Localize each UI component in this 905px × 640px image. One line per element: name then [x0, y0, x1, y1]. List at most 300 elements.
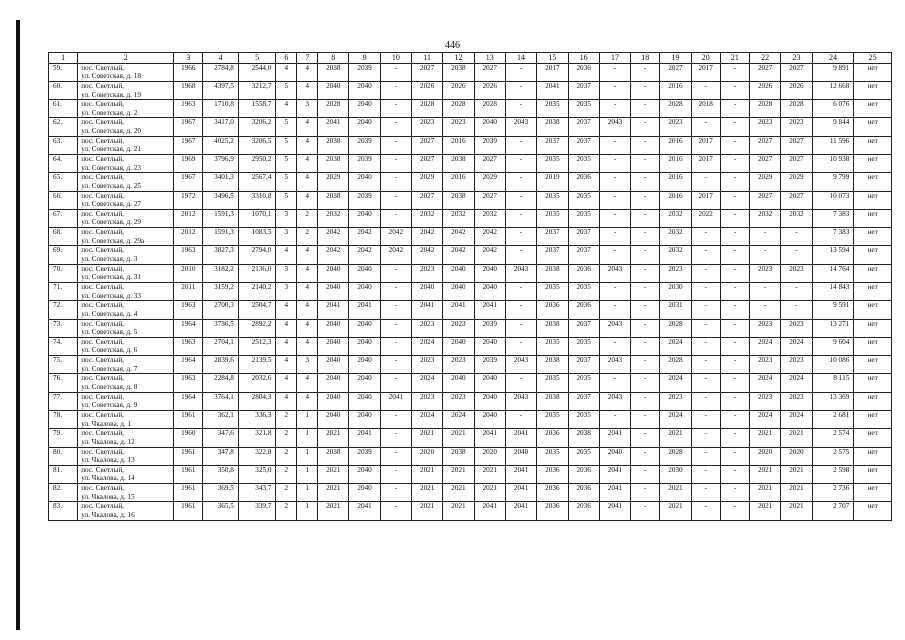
address-street: ул. Советская, д. 23 — [81, 163, 141, 172]
address-settlement: пос. Светлый, — [81, 81, 124, 90]
data-cell: нет — [854, 465, 892, 483]
data-cell: 2036 — [568, 502, 599, 520]
data-cell: 2794,0 — [238, 246, 276, 264]
data-cell: нет — [854, 484, 892, 502]
data-cell: - — [631, 319, 660, 337]
data-cell: 1 — [297, 502, 318, 520]
data-cell: 2023 — [443, 356, 474, 374]
data-cell: 2040 — [474, 392, 505, 410]
data-cell: 1083,5 — [238, 228, 276, 246]
data-cell: - — [599, 191, 630, 209]
data-cell: 2032 — [750, 209, 781, 227]
data-cell: 2027 — [750, 155, 781, 173]
address-street: ул. Советская, д. 25 — [81, 181, 141, 190]
data-cell: - — [691, 429, 720, 447]
data-cell: 1963 — [174, 246, 203, 264]
data-cell: - — [631, 264, 660, 282]
table-row — [49, 100, 892, 118]
data-cell: 2016 — [660, 191, 691, 209]
data-cell: 2040 — [443, 264, 474, 282]
data-cell: нет — [854, 209, 892, 227]
data-cell: 2039 — [474, 356, 505, 374]
data-cell: 2029 — [318, 173, 349, 191]
data-cell: 2030 — [660, 465, 691, 483]
data-cell: 11 596 — [812, 136, 854, 154]
address-settlement: пос. Светлый, — [81, 191, 124, 200]
data-cell: 2020 — [750, 447, 781, 465]
data-cell: нет — [854, 228, 892, 246]
column-number: 5 — [238, 53, 276, 64]
data-cell: - — [380, 155, 411, 173]
table-row — [49, 484, 892, 502]
data-cell: - — [750, 228, 781, 246]
data-cell: нет — [854, 136, 892, 154]
data-cell: 2021 — [750, 502, 781, 520]
data-cell: - — [599, 228, 630, 246]
data-cell: 1961 — [174, 502, 203, 520]
data-cell: 2020 — [781, 447, 812, 465]
row-number: 80. — [49, 447, 78, 465]
data-cell: 2035 — [568, 447, 599, 465]
address-settlement: пос. Светлый, — [81, 282, 124, 291]
data-cell: 2023 — [412, 118, 443, 136]
data-cell: 2035 — [537, 337, 568, 355]
data-cell: 14 764 — [812, 264, 854, 282]
data-cell: 2036 — [568, 301, 599, 319]
data-cell: 2284,8 — [203, 374, 238, 392]
data-cell: 2040 — [474, 264, 505, 282]
data-cell: 4 — [297, 136, 318, 154]
data-cell: 10 086 — [812, 356, 854, 374]
data-cell: 5 — [276, 191, 297, 209]
table-row — [49, 155, 892, 173]
data-cell: 2021 — [412, 484, 443, 502]
data-cell: 1963 — [174, 301, 203, 319]
data-cell: 2036 — [537, 429, 568, 447]
data-cell: 2021 — [781, 429, 812, 447]
data-cell: 4 — [297, 173, 318, 191]
data-cell: 2041 — [599, 429, 630, 447]
data-cell: 2027 — [412, 136, 443, 154]
data-cell: - — [720, 228, 749, 246]
data-cell: - — [631, 374, 660, 392]
data-cell: 1972 — [174, 191, 203, 209]
address-cell — [78, 246, 174, 264]
data-cell: - — [631, 118, 660, 136]
data-cell: 2041 — [474, 301, 505, 319]
data-cell: 2021 — [474, 484, 505, 502]
data-cell: 2 681 — [812, 410, 854, 428]
data-cell: 2040 — [349, 264, 380, 282]
data-cell: 2023 — [750, 264, 781, 282]
data-cell: 343,7 — [238, 484, 276, 502]
data-cell: 2035 — [537, 100, 568, 118]
data-cell: - — [720, 246, 749, 264]
row-number: 81. — [49, 465, 78, 483]
data-cell: 4 — [276, 246, 297, 264]
data-cell: 5 — [276, 155, 297, 173]
data-cell: 2040 — [474, 410, 505, 428]
column-number: 4 — [203, 53, 238, 64]
data-cell: 2021 — [660, 429, 691, 447]
data-cell: 2023 — [443, 118, 474, 136]
data-cell: 2038 — [443, 447, 474, 465]
data-cell: - — [380, 118, 411, 136]
address-settlement: пос. Светлый, — [81, 356, 124, 365]
column-number: 15 — [537, 53, 568, 64]
address-street: ул. Советская, д. 21 — [81, 145, 141, 154]
data-cell: 2 — [297, 228, 318, 246]
data-cell: 2038 — [443, 191, 474, 209]
data-cell: - — [720, 191, 749, 209]
data-cell: - — [380, 100, 411, 118]
data-cell: - — [599, 100, 630, 118]
data-cell: 2035 — [568, 337, 599, 355]
data-cell: 2012 — [174, 228, 203, 246]
data-cell: 2038 — [318, 136, 349, 154]
data-cell: нет — [854, 173, 892, 191]
column-number: 14 — [505, 53, 536, 64]
data-cell: 2037 — [568, 81, 599, 99]
data-cell: 1 — [297, 447, 318, 465]
table-row — [49, 118, 892, 136]
data-cell: 2024 — [412, 337, 443, 355]
data-cell: 2 — [276, 502, 297, 520]
data-cell: - — [720, 136, 749, 154]
data-cell: 2021 — [750, 484, 781, 502]
data-cell: 9 844 — [812, 118, 854, 136]
data-cell: - — [720, 100, 749, 118]
data-cell: - — [691, 484, 720, 502]
data-cell: - — [691, 173, 720, 191]
data-cell: 2035 — [568, 374, 599, 392]
data-cell: 2021 — [781, 484, 812, 502]
address-street: ул. Советская, д. 5 — [81, 328, 138, 337]
data-cell: 2039 — [474, 319, 505, 337]
data-cell: - — [505, 410, 536, 428]
data-cell: 2037 — [568, 118, 599, 136]
address-street: ул. Советская, д. 27 — [81, 200, 141, 209]
address-settlement: пос. Светлый, — [81, 319, 124, 328]
data-cell: 9 604 — [812, 337, 854, 355]
data-cell: - — [380, 81, 411, 99]
data-cell: 1961 — [174, 465, 203, 483]
address-settlement: пос. Светлый, — [81, 301, 124, 310]
data-cell: 2040 — [349, 374, 380, 392]
row-number: 60. — [49, 81, 78, 99]
address-settlement: пос. Светлый, — [81, 118, 124, 127]
data-cell: 2042 — [474, 246, 505, 264]
data-cell: 2027 — [781, 63, 812, 81]
data-cell: - — [380, 484, 411, 502]
data-cell: 2 — [297, 209, 318, 227]
data-cell: 2028 — [660, 356, 691, 374]
data-cell: 5 — [276, 173, 297, 191]
data-cell: 2700,3 — [203, 301, 238, 319]
data-cell: нет — [854, 502, 892, 520]
data-cell: 2036 — [568, 63, 599, 81]
data-cell: 2038 — [443, 155, 474, 173]
data-cell: 4 — [276, 319, 297, 337]
data-cell: 8 115 — [812, 374, 854, 392]
data-cell: - — [631, 429, 660, 447]
data-cell: - — [720, 429, 749, 447]
address-settlement: пос. Светлый, — [81, 429, 124, 438]
data-cell: 2032 — [660, 209, 691, 227]
data-cell: 2037 — [568, 246, 599, 264]
data-cell: 1964 — [174, 392, 203, 410]
data-cell: - — [631, 392, 660, 410]
data-cell: 2037 — [568, 319, 599, 337]
data-cell: - — [781, 301, 812, 319]
data-cell: 2040 — [318, 374, 349, 392]
data-cell: 2950,2 — [238, 155, 276, 173]
data-cell: 2037 — [568, 228, 599, 246]
data-cell: - — [691, 356, 720, 374]
data-cell: 5 — [276, 81, 297, 99]
data-cell: 2544,0 — [238, 63, 276, 81]
address-settlement: пос. Светлый, — [81, 136, 124, 145]
address-street: ул. Чкалова, д. 14 — [81, 474, 135, 483]
data-cell: 2036 — [568, 264, 599, 282]
data-cell: 2029 — [474, 173, 505, 191]
table-row — [49, 502, 892, 520]
data-cell: 2040 — [599, 447, 630, 465]
data-cell: 2023 — [781, 356, 812, 374]
data-cell: 3 — [297, 100, 318, 118]
address-cell — [78, 484, 174, 502]
data-cell: 2035 — [568, 100, 599, 118]
row-number: 70. — [49, 264, 78, 282]
data-cell: 2035 — [568, 209, 599, 227]
row-number: 74. — [49, 337, 78, 355]
data-cell: 2035 — [537, 155, 568, 173]
data-cell: - — [691, 319, 720, 337]
data-cell: 2 — [276, 410, 297, 428]
data-cell: 2039 — [349, 136, 380, 154]
address-settlement: пос. Светлый, — [81, 465, 124, 474]
table-row — [49, 447, 892, 465]
data-cell: 3159,2 — [203, 282, 238, 300]
data-cell: - — [505, 136, 536, 154]
row-number: 76. — [49, 374, 78, 392]
data-cell: - — [691, 447, 720, 465]
data-cell: 2036 — [568, 484, 599, 502]
data-cell: 2019 — [537, 173, 568, 191]
data-cell: - — [631, 81, 660, 99]
data-cell: - — [720, 301, 749, 319]
data-cell: 2040 — [349, 282, 380, 300]
data-cell: 1 — [297, 429, 318, 447]
address-settlement: пос. Светлый, — [81, 502, 124, 511]
data-cell: 2 574 — [812, 429, 854, 447]
data-cell: 2043 — [599, 356, 630, 374]
data-cell: 2016 — [660, 136, 691, 154]
data-cell: 2021 — [318, 465, 349, 483]
data-cell: 2 575 — [812, 447, 854, 465]
data-cell: - — [599, 282, 630, 300]
data-cell: 2012 — [174, 209, 203, 227]
data-cell: 2021 — [443, 484, 474, 502]
table-row — [49, 301, 892, 319]
row-number: 63. — [49, 136, 78, 154]
data-cell: - — [781, 282, 812, 300]
data-cell: 2040 — [349, 356, 380, 374]
data-cell: 2035 — [537, 410, 568, 428]
data-cell: - — [380, 502, 411, 520]
data-cell: - — [380, 356, 411, 374]
data-cell: - — [720, 282, 749, 300]
data-cell: 2032 — [318, 209, 349, 227]
data-cell: 2028 — [318, 100, 349, 118]
data-cell: нет — [854, 191, 892, 209]
data-cell: нет — [854, 63, 892, 81]
data-cell: 2704,1 — [203, 337, 238, 355]
address-street: ул. Советская, д. 29а — [81, 236, 145, 245]
data-cell: нет — [854, 429, 892, 447]
data-cell: 4 — [276, 374, 297, 392]
data-cell: 2029 — [750, 173, 781, 191]
data-cell: 339,7 — [238, 502, 276, 520]
data-cell: 2023 — [412, 392, 443, 410]
address-settlement: пос. Светлый, — [81, 447, 124, 456]
data-cell: 350,8 — [203, 465, 238, 483]
data-cell: 10 073 — [812, 191, 854, 209]
data-cell: - — [380, 374, 411, 392]
data-cell: 10 938 — [812, 155, 854, 173]
data-cell: 3764,1 — [203, 392, 238, 410]
data-cell: - — [380, 136, 411, 154]
data-cell: 2018 — [691, 100, 720, 118]
data-cell: 3310,8 — [238, 191, 276, 209]
data-cell: 2024 — [412, 410, 443, 428]
data-cell: 2017 — [537, 63, 568, 81]
data-cell: - — [781, 228, 812, 246]
data-cell: 2027 — [781, 191, 812, 209]
data-cell: 2035 — [568, 155, 599, 173]
data-cell: - — [720, 155, 749, 173]
data-cell: 2038 — [537, 319, 568, 337]
row-number: 72. — [49, 301, 78, 319]
data-cell: 2037 — [568, 356, 599, 374]
address-cell — [78, 264, 174, 282]
data-cell: - — [505, 63, 536, 81]
column-number: 16 — [568, 53, 599, 64]
data-cell: 2042 — [474, 228, 505, 246]
data-cell: 2024 — [412, 374, 443, 392]
data-cell: 2040 — [443, 282, 474, 300]
row-number: 82. — [49, 484, 78, 502]
data-cell: 9 591 — [812, 301, 854, 319]
data-cell: 2024 — [781, 374, 812, 392]
data-cell: - — [380, 191, 411, 209]
address-cell — [78, 191, 174, 209]
data-cell: 2041 — [318, 118, 349, 136]
data-cell: - — [380, 447, 411, 465]
address-cell — [78, 447, 174, 465]
data-cell: - — [505, 374, 536, 392]
data-cell: 2041 — [599, 465, 630, 483]
data-cell: 2041 — [443, 301, 474, 319]
data-cell: - — [720, 63, 749, 81]
data-cell: 2023 — [750, 356, 781, 374]
data-cell: 369,5 — [203, 484, 238, 502]
address-street: ул. Советская, д. 8 — [81, 383, 138, 392]
data-cell: 4 — [297, 81, 318, 99]
table-row — [49, 63, 892, 81]
page-number: 446 — [445, 40, 460, 51]
table-row — [49, 282, 892, 300]
data-cell: 9 891 — [812, 63, 854, 81]
left-margin-bar — [16, 20, 20, 630]
data-cell: 4 — [297, 191, 318, 209]
table-row — [49, 374, 892, 392]
data-cell: 4 — [297, 155, 318, 173]
data-cell: - — [720, 502, 749, 520]
data-cell: - — [380, 429, 411, 447]
data-cell: 3827,3 — [203, 246, 238, 264]
data-cell: 1 — [297, 410, 318, 428]
data-cell: 2040 — [443, 374, 474, 392]
data-cell: 3401,3 — [203, 173, 238, 191]
data-cell: 1070,1 — [238, 209, 276, 227]
table-row — [49, 81, 892, 99]
data-cell: 4 — [276, 392, 297, 410]
data-cell: 2027 — [781, 136, 812, 154]
data-cell: 2021 — [474, 465, 505, 483]
data-cell: 2041 — [505, 484, 536, 502]
data-cell: 2040 — [349, 392, 380, 410]
data-cell: 4 — [297, 301, 318, 319]
data-cell: - — [631, 228, 660, 246]
data-cell: 1961 — [174, 447, 203, 465]
address-cell — [78, 429, 174, 447]
table-row — [49, 209, 892, 227]
data-cell: 2040 — [318, 264, 349, 282]
address-street: ул. Советская, д. 31 — [81, 273, 141, 282]
data-cell: 1 — [297, 465, 318, 483]
address-street: ул. Чкалова, д. 16 — [81, 510, 135, 519]
data-cell: 2041 — [349, 429, 380, 447]
data-cell: 2039 — [474, 136, 505, 154]
data-cell: 2017 — [691, 63, 720, 81]
data-cell: 362,1 — [203, 410, 238, 428]
data-cell: 2017 — [691, 155, 720, 173]
address-cell — [78, 502, 174, 520]
data-cell: 2804,3 — [238, 392, 276, 410]
data-cell: - — [599, 155, 630, 173]
address-settlement: пос. Светлый, — [81, 246, 124, 255]
data-cell: - — [505, 337, 536, 355]
address-cell — [78, 319, 174, 337]
data-cell: 2784,8 — [203, 63, 238, 81]
address-street: ул. Советская, д. 20 — [81, 127, 141, 136]
data-cell: 3 — [297, 356, 318, 374]
address-settlement: пос. Светлый, — [81, 173, 124, 182]
data-cell: - — [631, 155, 660, 173]
data-cell: нет — [854, 264, 892, 282]
data-cell: 2040 — [318, 392, 349, 410]
data-cell: - — [631, 136, 660, 154]
data-cell: 2028 — [660, 447, 691, 465]
data-cell: - — [691, 282, 720, 300]
data-cell: 2040 — [443, 337, 474, 355]
data-cell: - — [631, 447, 660, 465]
data-cell: 2042 — [349, 246, 380, 264]
data-cell: 2028 — [443, 100, 474, 118]
address-street: ул. Советская, д. 2 — [81, 108, 138, 117]
data-cell: 2 736 — [812, 484, 854, 502]
